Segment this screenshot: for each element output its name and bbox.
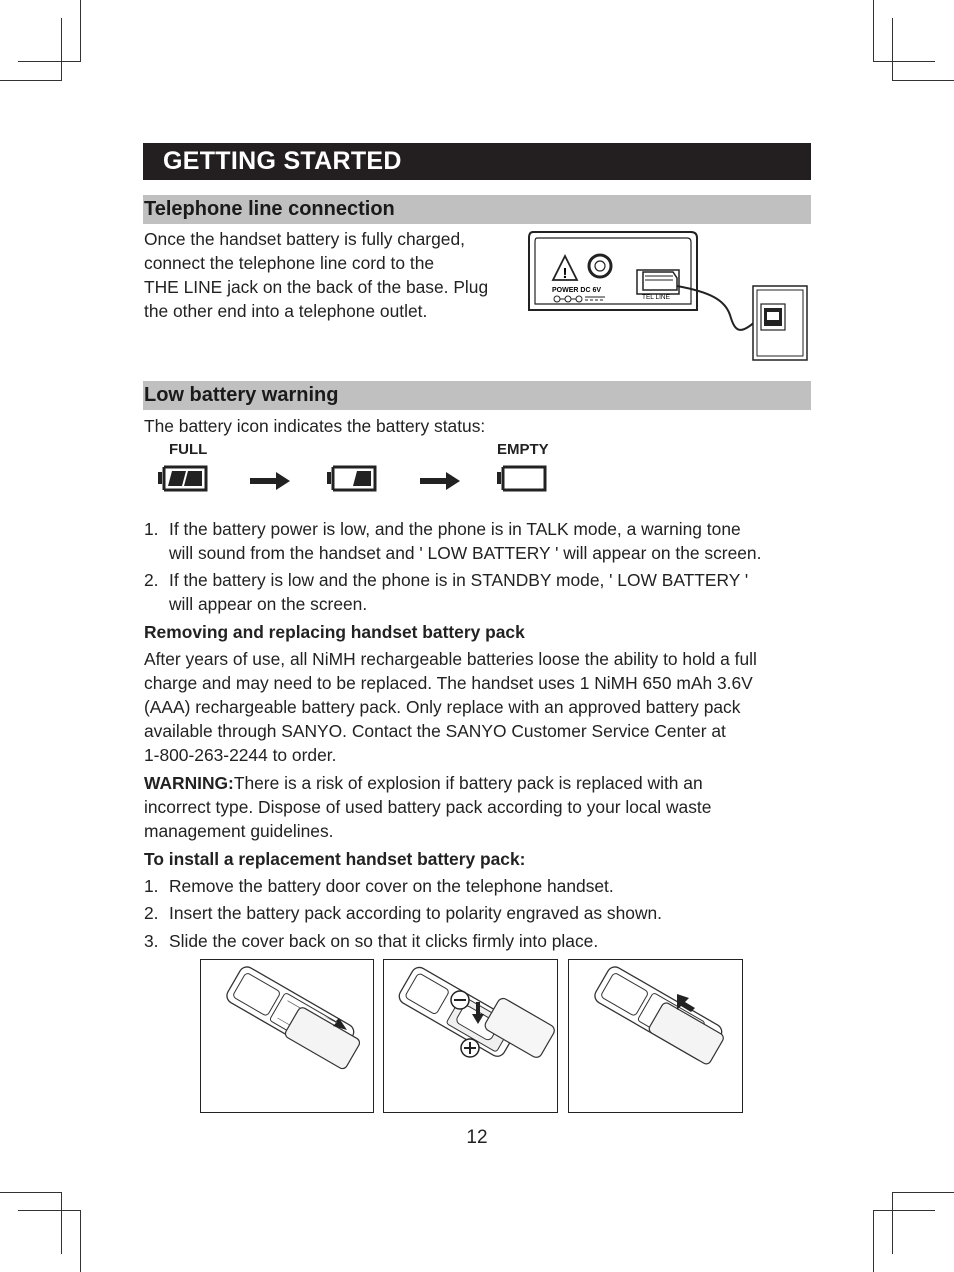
warning-text: There is a risk of explosion if battery pack is replaced with an [233, 773, 703, 793]
empty-label: EMPTY [497, 441, 549, 458]
crop-mark [0, 80, 62, 81]
list-number: 2. [144, 903, 159, 923]
list-number: 1. [144, 519, 159, 539]
handset-figure-remove [200, 959, 374, 1113]
crop-mark [61, 18, 62, 80]
list-text: will sound from the handset and ' LOW BATTERY ' will appear on the screen. [169, 543, 762, 563]
warning-line-1 [144, 771, 703, 795]
list-text: Remove the battery door cover on the telephone handset. [169, 876, 614, 896]
power-label: POWER DC 6V [552, 287, 602, 294]
handset-illustration [384, 960, 556, 1111]
battery-full-icon [158, 464, 212, 494]
handset-figure-insert [383, 959, 558, 1113]
telephone-line-3: THE LINE jack on the back of the base. Plug [144, 277, 489, 297]
section-title-battery: Low battery warning [143, 381, 811, 410]
crop-mark [18, 1210, 80, 1211]
crop-mark [892, 1192, 893, 1254]
battery-half-icon [327, 464, 381, 494]
handset-illustration [201, 960, 372, 1111]
list-number: 2. [144, 570, 159, 590]
arrow-right-icon [250, 472, 290, 490]
page-number: 12 [466, 1127, 488, 1148]
full-label: FULL [169, 441, 208, 458]
telephone-line-4: the other end into a telephone outlet. [144, 301, 428, 321]
replace-line-2: charge and may need to be replaced. The handset uses 1 NiMH 650 mAh 3.6V [144, 673, 753, 693]
crop-mark [873, 1210, 874, 1272]
crop-mark [18, 61, 80, 62]
replace-heading: Removing and replacing handset battery pack [144, 622, 525, 642]
crop-mark [80, 0, 81, 62]
section-title-telephone: Telephone line connection [143, 195, 811, 224]
crop-mark [0, 1192, 62, 1193]
crop-mark [892, 1192, 954, 1193]
page-title: GETTING STARTED [143, 143, 811, 180]
replace-line-5: 1-800-263-2244 to order. [144, 745, 337, 765]
battery-empty-icon [497, 464, 551, 494]
replace-line-3: (AAA) rechargeable battery pack. Only replace with an approved battery pack [144, 697, 741, 717]
crop-mark [80, 1210, 81, 1272]
arrow-right-icon [420, 472, 460, 490]
telephone-line-1: Once the handset battery is fully charged, [144, 229, 465, 249]
crop-mark [892, 80, 954, 81]
warning-label: WARNING: [144, 773, 234, 793]
list-text: Insert the battery pack according to polarity engraved as shown. [169, 903, 663, 923]
crop-mark [873, 1210, 935, 1211]
list-text: If the battery is low and the phone is in STANDBY mode, ' LOW BATTERY ' [169, 570, 749, 590]
crop-mark [873, 61, 935, 62]
replace-line-4: available through SANYO. Contact the SANYO Customer Service Center at [144, 721, 726, 741]
telephone-line-2: connect the telephone line cord to the [144, 253, 435, 273]
list-text: will appear on the screen. [169, 594, 368, 614]
svg-text:!: ! [562, 265, 568, 282]
battery-intro: The battery icon indicates the battery status: [144, 416, 486, 436]
handset-figure-replace [568, 959, 743, 1113]
tel-line-label: TEL LINE [642, 294, 670, 301]
install-heading: To install a replacement handset battery pack: [144, 849, 526, 869]
list-text: Slide the cover back on so that it clicks firmly into place. [169, 931, 599, 951]
crop-mark [892, 18, 893, 80]
replace-line-1: After years of use, all NiMH rechargeable batteries loose the ability to hold a full [144, 649, 757, 669]
list-number: 1. [144, 876, 159, 896]
warning-line-2: incorrect type. Dispose of used battery pack according to your local waste [144, 797, 712, 817]
handset-illustration [569, 960, 741, 1111]
crop-mark [61, 1192, 62, 1254]
crop-mark [873, 0, 874, 62]
warning-line-3: management guidelines. [144, 821, 334, 841]
base-station-illustration [525, 230, 810, 362]
list-number: 3. [144, 931, 159, 951]
list-text: If the battery power is low, and the phone is in TALK mode, a warning tone [169, 519, 741, 539]
